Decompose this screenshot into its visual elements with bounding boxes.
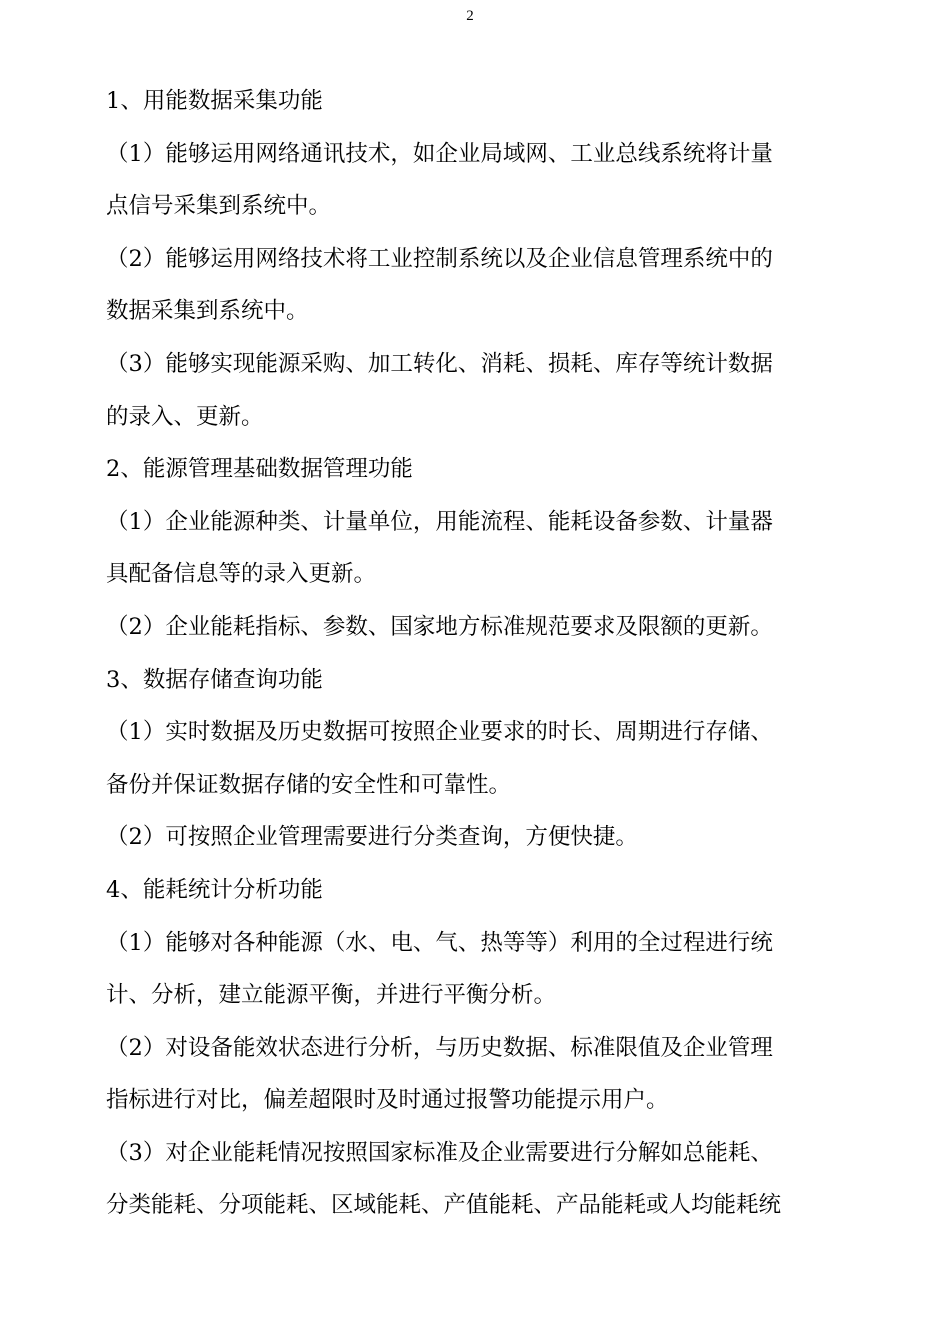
paragraph-line: 的录入、更新。 — [106, 403, 264, 430]
paragraph-line: （3）能够实现能源采购、加工转化、消耗、损耗、库存等统计数据 — [106, 350, 773, 377]
paragraph-line: 数据采集到系统中。 — [106, 298, 309, 325]
paragraph-line: 分类能耗、分项能耗、区域能耗、产值能耗、产品能耗或人均能耗统 — [106, 1192, 782, 1219]
paragraph-line: 具配备信息等的录入更新。 — [106, 561, 377, 588]
section-heading-data-collection: 1、用能数据采集功能 — [106, 88, 323, 114]
paragraph-line: （1）实时数据及历史数据可按照企业要求的时长、周期进行存储、 — [106, 719, 773, 746]
section-heading-storage-query: 3、数据存储查询功能 — [106, 666, 323, 693]
paragraph-line: 指标进行对比，偏差超限时及时通过报警功能提示用户。 — [106, 1087, 669, 1114]
section-heading-basic-data-management: 2、能源管理基础数据管理功能 — [106, 456, 413, 483]
paragraph-line: （2）能够运用网络技术将工业控制系统以及企业信息管理系统中的 — [106, 245, 773, 272]
section-heading-statistics-analysis: 4、能耗统计分析功能 — [106, 876, 323, 903]
paragraph-line: （2）企业能耗指标、参数、国家地方标准规范要求及限额的更新。 — [106, 613, 773, 640]
paragraph-line: 点信号采集到系统中。 — [106, 193, 332, 220]
paragraph-line: （2）可按照企业管理需要进行分类查询，方便快捷。 — [106, 824, 638, 851]
paragraph-line: （1）能够运用网络通讯技术，如企业局域网、工业总线系统将计量 — [106, 140, 773, 167]
paragraph-line: （3）对企业能耗情况按照国家标准及企业需要进行分解如总能耗、 — [106, 1139, 773, 1166]
paragraph-line: （1）能够对各种能源（水、电、气、热等等）利用的全过程进行统 — [106, 929, 773, 956]
paragraph-line: 计、分析，建立能源平衡，并进行平衡分析。 — [106, 982, 557, 1009]
page-number: 2 — [466, 8, 474, 24]
paragraph-line: （2）对设备能效状态进行分析，与历史数据、标准限值及企业管理 — [106, 1034, 773, 1061]
document-body — [106, 75, 818, 1232]
paragraph-line: 备份并保证数据存储的安全性和可靠性。 — [106, 771, 512, 798]
paragraph-line: （1）企业能源种类、计量单位，用能流程、能耗设备参数、计量器 — [106, 508, 773, 535]
